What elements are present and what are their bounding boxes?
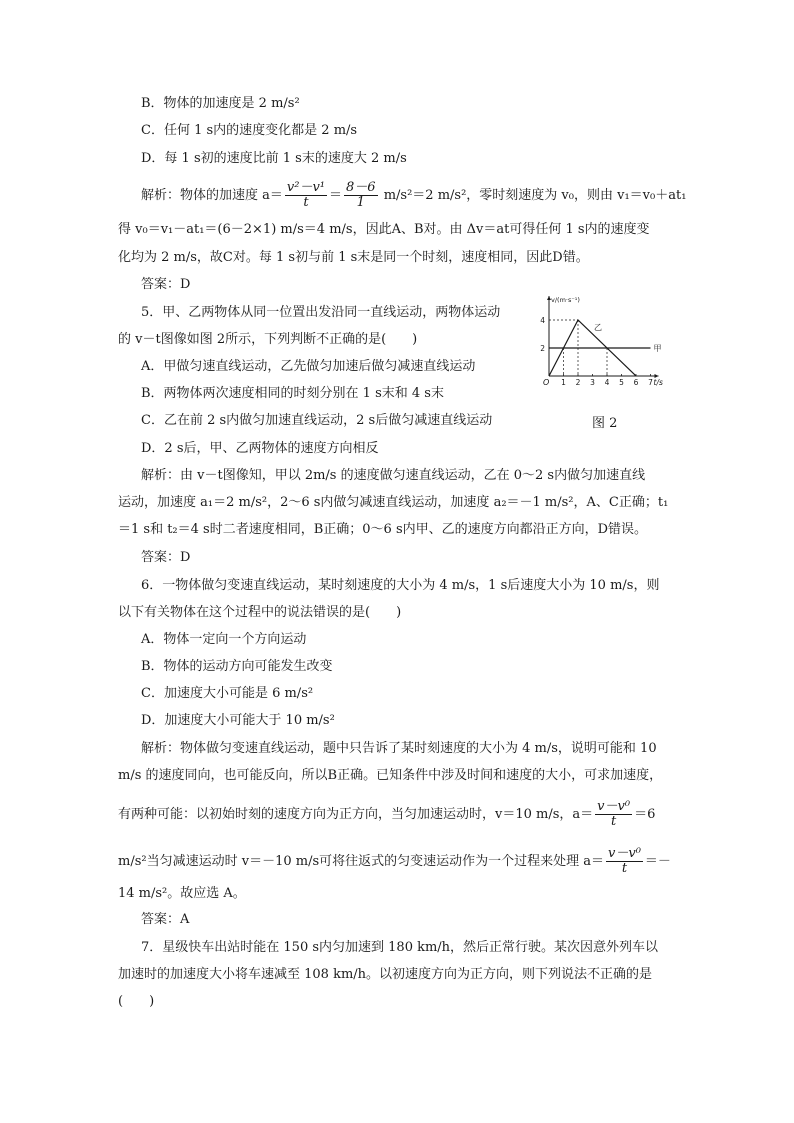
figure-labels <box>540 296 663 387</box>
q6-option-a: A．物体一定向一个方向运动 <box>141 632 307 647</box>
x-tick-label: 4 <box>604 378 610 387</box>
q6-frac2-denominator: t <box>621 861 628 876</box>
y-axis-label: v/(m·s⁻¹) <box>551 296 580 304</box>
q4-analysis-suffix: m/s²＝2 m/s²，零时刻速度为 v₀，则由 v₁＝v₀＋at₁ <box>379 188 687 203</box>
q5-stem-line1: 5．甲、乙两物体从同一位置出发沿同一直线运动，两物体运动 <box>141 305 501 320</box>
y-tick-label: 4 <box>540 316 545 325</box>
q6-frac2-numerator: v－v⁰ <box>608 846 641 861</box>
q4-answer: 答案：D <box>141 277 191 292</box>
q4-option-b: B．物体的加速度是 2 m/s² <box>141 96 300 111</box>
q6-analysis-line4-post: ＝－ <box>644 854 671 869</box>
q4-analysis-line3: 化均为 2 m/s，故C对。每 1 s初与前 1 s末是同一个时刻，速度相同，因此D错。 <box>118 250 589 265</box>
x-tick-label: 7 <box>648 378 653 387</box>
q4-frac1-numerator: v²－v¹ <box>286 180 326 195</box>
q6-stem-line2: 以下有关物体在这个过程中的说法错误的是( ) <box>118 605 402 620</box>
q5-analysis-line3: ＝1 s和 t₂＝4 s时二者速度相同，B正确；0～6 s内甲、乙的速度方向都沿正方向，D错误。 <box>118 522 648 537</box>
q6-analysis-line4 <box>118 847 671 876</box>
q5-option-d: D．2 s后，甲、乙两物体的速度方向相反 <box>141 441 379 456</box>
series-jia-label: 甲 <box>653 344 662 353</box>
q6-analysis-line3-post: ＝6 <box>634 807 656 822</box>
x-tick-label: 1 <box>561 378 566 387</box>
q6-frac1-numerator: v－v⁰ <box>597 799 631 814</box>
q4-option-c: C．任何 1 s内的速度变化都是 2 m/s <box>141 123 358 138</box>
q5-analysis-line2: 运动，加速度 a₁＝2 m/s²，2～6 s内做匀减速直线运动，加速度 a₂＝－1 m/s²，A、C正确；t₁ <box>118 495 669 510</box>
q7-stem-line2: 加速时的加速度大小将车速减至 108 km/h。以初速度方向为正方向，则下列说法不正确的是 <box>118 967 653 982</box>
x-tick-label: 2 <box>575 378 581 387</box>
q5-analysis-line1: 解析：由 v－t图像知，甲以 2m/s 的速度做匀速直线运动，乙在 0～2 s内做匀加速直线 <box>141 468 646 483</box>
q6-option-b: B．物体的运动方向可能发生改变 <box>141 659 333 674</box>
x-tick-label: 6 <box>633 378 639 387</box>
q6-answer: 答案：A <box>141 912 190 927</box>
q6-option-c: C．加速度大小可能是 6 m/s² <box>141 686 314 701</box>
figure-2-caption: 图 2 <box>592 416 618 431</box>
x-tick-label: 3 <box>590 378 595 387</box>
q6-analysis-line3 <box>118 800 655 829</box>
q4-option-d: D．每 1 s初的速度比前 1 s末的速度大 2 m/s <box>141 151 407 166</box>
q6-analysis-line5: 14 m/s²。故应选 A。 <box>118 886 246 901</box>
q4-frac2-numerator: 8－6 <box>346 180 376 195</box>
origin-label: O <box>543 378 550 387</box>
q7-stem-line3: ( ) <box>118 994 155 1009</box>
q4-fraction-1 <box>285 181 327 210</box>
q6-stem-line1: 6．一物体做匀变速直线运动，某时刻速度的大小为 4 m/s，1 s后速度大小为 10 m/s，则 <box>141 578 660 593</box>
q5-option-c: C．乙在前 2 s内做匀加速直线运动，2 s后做匀减速直线运动 <box>141 413 493 428</box>
q6-option-d: D．加速度大小可能大于 10 m/s² <box>141 713 335 728</box>
x-axis-label: t/s <box>653 378 663 387</box>
q4-analysis-line2: 得 v₀＝v₁－at₁＝(6－2×1) m/s＝4 m/s，因此A、B对。由 Δv＝at可得任何 1 s内的速度变 <box>118 222 650 237</box>
q6-analysis-line2: m/s 的速度同向，也可能反向，所以B正确。已知条件中涉及时间和速度的大小，可求加速度， <box>118 768 663 783</box>
q4-analysis-prefix: 解析：物体的加速度 a＝ <box>141 188 283 203</box>
q6-frac1-denominator: t <box>610 814 617 829</box>
q5-option-a: A．甲做匀速直线运动，乙先做匀加速后做匀减速直线运动 <box>141 359 476 374</box>
q6-analysis-line4-pre: m/s²当匀减速运动时 v＝－10 m/s可将往返式的匀变速运动作为一个过程来处理 a＝ <box>118 854 605 869</box>
q6-fraction-2 <box>606 847 643 876</box>
q4-fraction-2 <box>344 181 378 210</box>
figure-2-vt-graph <box>534 290 682 392</box>
q6-analysis-line3-pre: 有两种可能：以初始时刻的速度方向为正方向，当匀加速运动时，v＝10 m/s，a＝ <box>118 807 594 822</box>
q4-equals: ＝ <box>329 188 343 203</box>
series-yi-label: 乙 <box>593 322 602 332</box>
q4-frac2-denominator: 1 <box>356 195 365 210</box>
x-tick-label: 5 <box>619 378 624 387</box>
q6-analysis-line1: 解析：物体做匀变速直线运动，题中只告诉了某时刻速度的大小为 4 m/s，说明可能和 10 <box>141 741 657 756</box>
q5-stem-line2: 的 v－t图像如图 2所示，下列判断不正确的是( ) <box>118 332 418 347</box>
y-tick-label: 2 <box>540 344 545 353</box>
q7-stem-line1: 7．星级快车出站时能在 150 s内匀加速到 180 km/h，然后正常行驶。某次因意外列车以 <box>141 940 659 955</box>
q6-fraction-1 <box>595 800 632 829</box>
q5-answer: 答案：D <box>141 550 191 565</box>
q5-option-b: B．两物体两次速度相同的时刻分别在 1 s末和 4 s末 <box>141 386 444 401</box>
q4-frac1-denominator: t <box>303 195 309 210</box>
q4-analysis-line1 <box>141 181 686 210</box>
